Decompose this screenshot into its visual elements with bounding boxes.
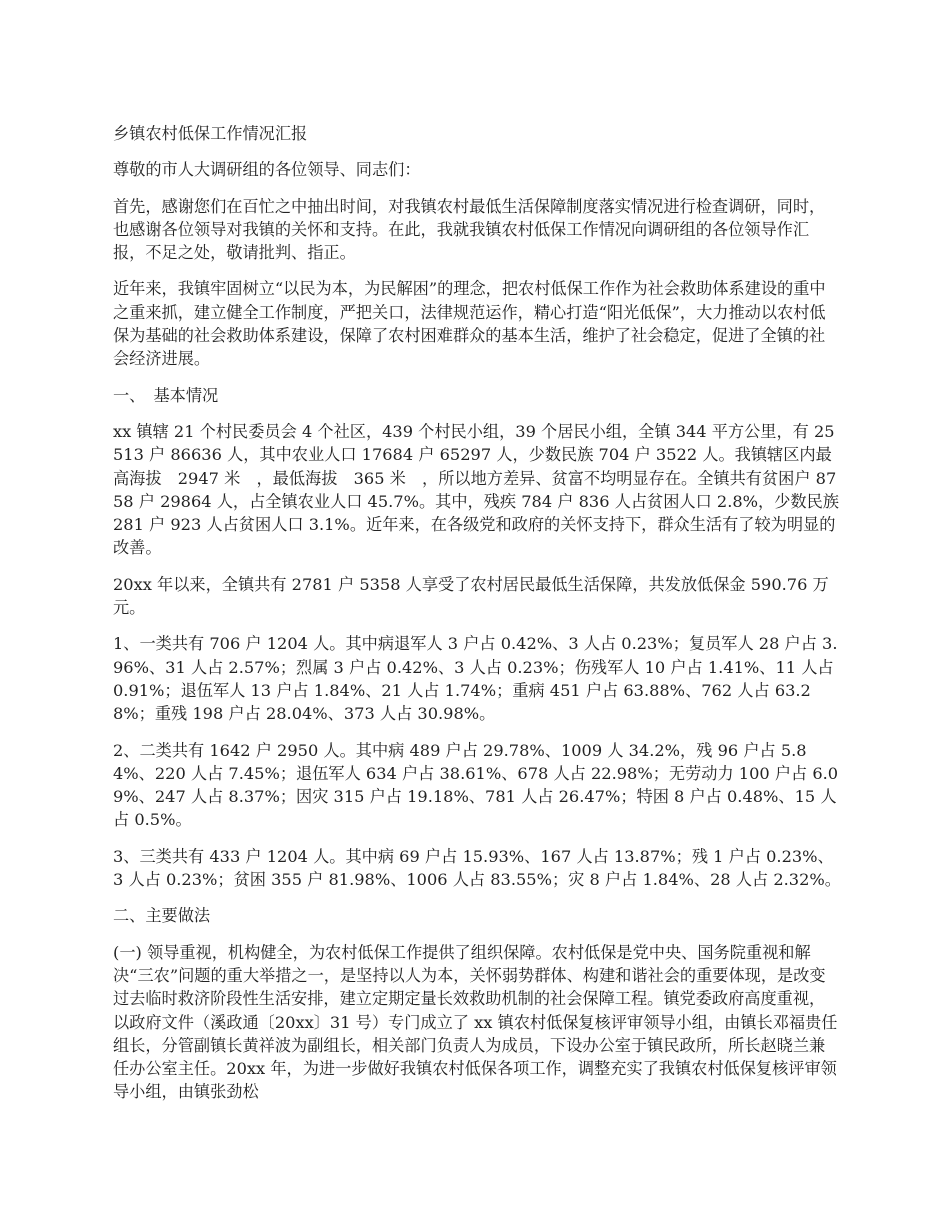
- measure-1-paragraph: (一) 领导重视，机构健全，为农村低保工作提供了组织保障。农村低保是党中央、国务院重视和解决“三农”问题的重大举措之一，是坚持以人为本，关怀弱势群体、构建和谐社会的重要体现，是改变过去临时救济阶段性生活安排，建立定期定量长效救助机制的社会保障工程。镇党委政府高度重视，以政府文件（溪政通〔20xx〕31 号）专门成立了 xx 镇农村低保复核评审领导小组，由镇长邓福贵任组长，分管副镇长黄祥波为副组长，相关部门负责人为成员，下设办公室于镇民政所，所长赵晓兰兼任办公室主任。20xx 年，为进一步做好我镇农村低保各项工作，调整充实了我镇农村低保复核评审领导小组，由镇张劲松: [113, 942, 838, 1102]
- section-heading-main-measures: 二、主要做法: [113, 906, 211, 926]
- document-page: [113, 122, 841, 1117]
- document-title: 乡镇农村低保工作情况汇报: [113, 124, 308, 143]
- salutation: 尊敬的市人大调研组的各位领导、同志们：: [113, 160, 421, 180]
- class-1-paragraph: 1、一类共有 706 户 1204 人。其中病退军人 3 户占 0.42%、3 人占 0.23%；复员军人 28 户占 3.96%、31 人占 2.57%；烈属 3 户占 0.42%、3 人占 0.23%；伤残军人 10 户占 1.41%、11 人占 0.91%；退伍军人 13 户占 1.84%、21 人占 1.74%；重病 451 户占 63.88%、762 人占 63.28%；重残 198 户占 28.04%、373 人占 30.98%。: [113, 634, 838, 724]
- basic-info-paragraph: xx 镇辖 21 个村民委员会 4 个社区，439 个村民小组，39 个居民小组，全镇 344 平方公里，有 25513 户 86636 人，其中农业人口 17684 户 65297 人，少数民族 704 户 3522 人。我镇辖区内最高海拔 2947 米 ，最低海拔 365 米 ，所以地方差异、贫富不均明显存在。全镇共有贫困户 8758 户 29864 人，占全镇农业人口 45.7%。其中，残疾 784 户 836 人占贫困人口 2.8%，少数民族 281 户 923 人占贫困人口 3.1%。近年来，在各级党和政府的关怀支持下，群众生活有了较为明显的改善。: [113, 421, 839, 558]
- class-2-paragraph: 2、二类共有 1642 户 2950 人。其中病 489 户占 29.78%、1009 人 34.2%，残 96 户占 5.84%、220 人占 7.45%；退伍军人 634 户占 38.61%、678 人占 22.98%；无劳动力 100 户占 6.09%、247 人占 8.37%；因灾 315 户占 19.18%、781 人占 26.47%；特困 8 户占 0.48%、15 人占 0.5%。: [113, 740, 839, 830]
- section-heading-basic-info: 一、 基本情况: [113, 385, 219, 405]
- class-3-paragraph: 3、三类共有 433 户 1204 人。其中病 69 户占 15.93%、167 人占 13.87%；残 1 户占 0.23%、3 人占 0.23%；贫困 355 户 81.98%、1006 人占 83.55%；灾 8 户占 1.84%、28 人占 2.32%。: [113, 846, 841, 890]
- intro-paragraph-1: 首先，感谢您们在百忙之中抽出时间，对我镇农村最低生活保障制度落实情况进行检查调研，同时，也感谢各位领导对我镇的关怀和支持。在此，我就我镇农村低保工作情况向调研组的各位领导作汇报，不足之处，敬请批判、指正。: [113, 196, 826, 263]
- intro-paragraph-2: 近年来，我镇牢固树立“以民为本，为民解困”的理念，把农村低保工作作为社会救助体系建设的重中之重来抓，建立健全工作制度，严把关口，法律规范运作，精心打造“阳光低保”，大力推动以农村低保为基础的社会救助体系建设，保障了农村困难群众的基本生活，维护了社会稳定，促进了全镇的社会经济进展。: [113, 279, 826, 369]
- since-20xx-paragraph: 20xx 年以来，全镇共有 2781 户 5358 人享受了农村居民最低生活保障，共发放低保金 590.76 万元。: [113, 574, 829, 618]
